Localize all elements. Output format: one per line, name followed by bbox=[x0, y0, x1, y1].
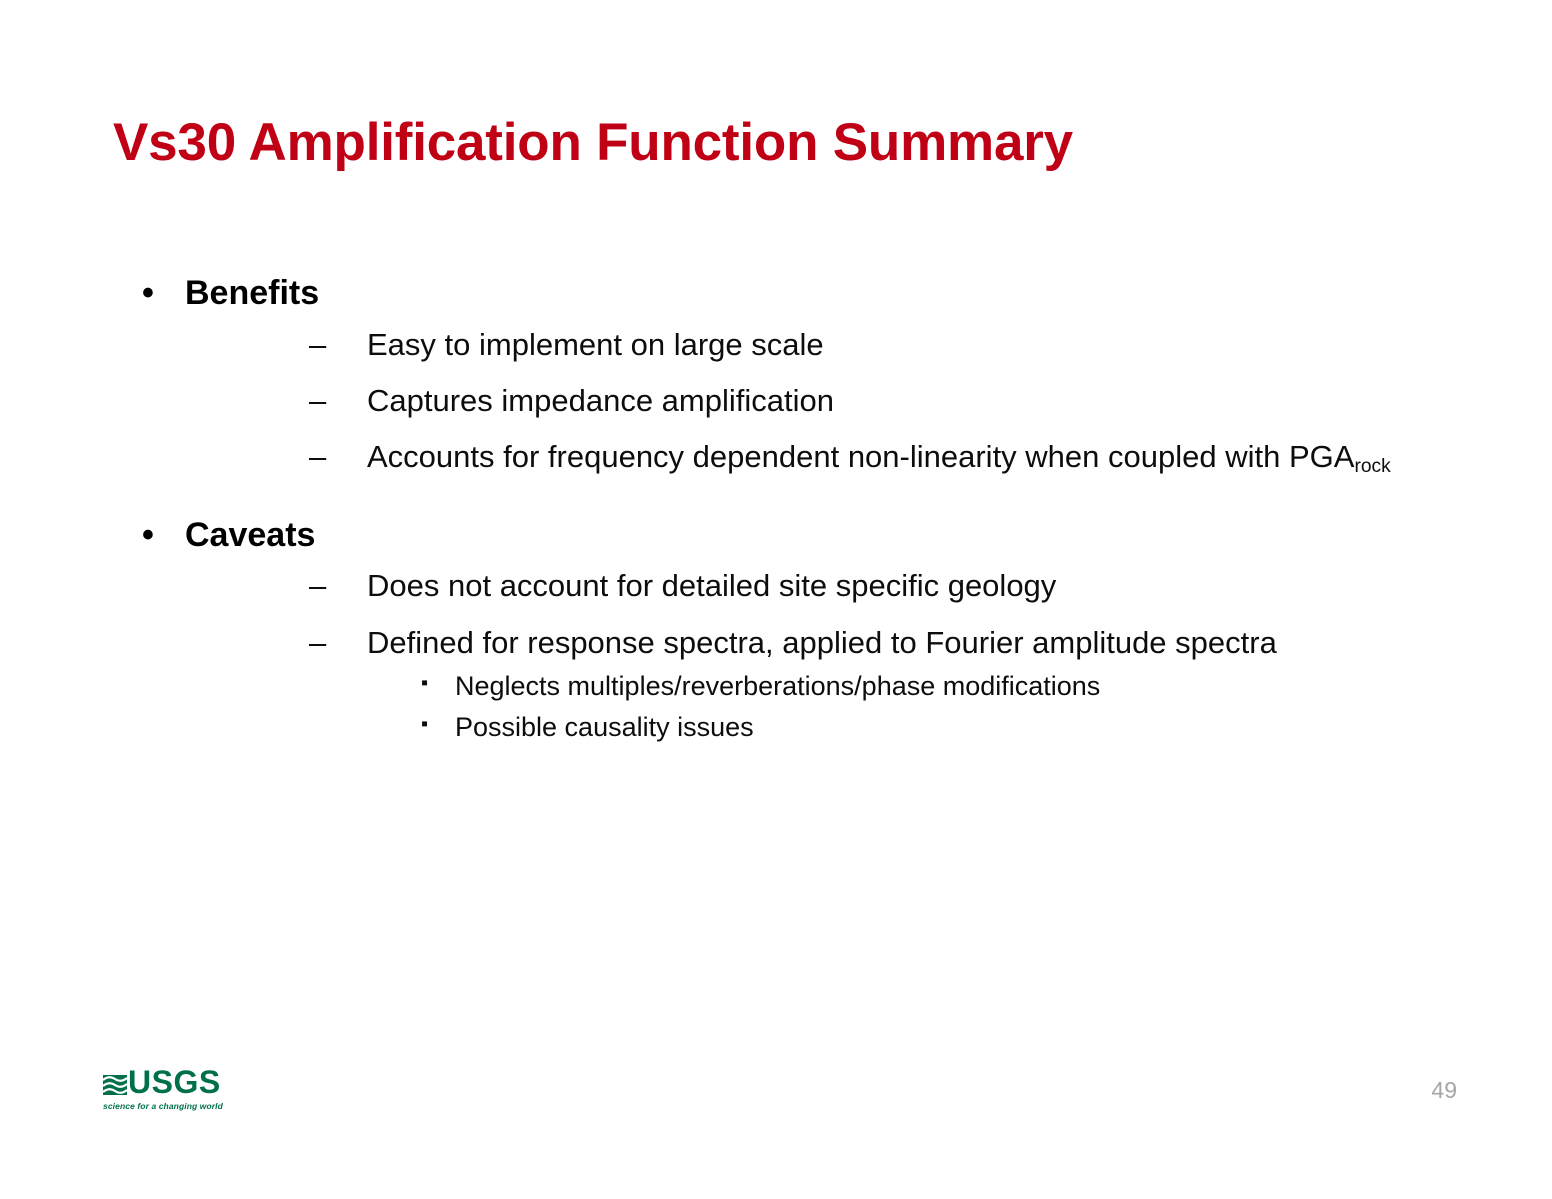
dash-marker: – bbox=[309, 439, 327, 475]
bullet-label: Caveats bbox=[185, 515, 316, 554]
bullet-label: Benefits bbox=[185, 274, 320, 312]
bullet-caveats bbox=[120, 514, 1450, 745]
dash-marker: – bbox=[309, 568, 327, 604]
usgs-tagline: science for a changing world bbox=[103, 1101, 223, 1111]
list-item-label: Possible causality issues bbox=[455, 712, 754, 743]
square-bullet-marker: ▪ bbox=[421, 671, 429, 694]
bullet-list-level2-benefits bbox=[185, 325, 1450, 480]
bullet-list-level3 bbox=[243, 669, 1450, 745]
bullet-list-level1 bbox=[120, 272, 1450, 745]
list-item bbox=[185, 437, 1450, 480]
list-item-label bbox=[367, 437, 1450, 480]
list-item-label: Neglects multiples/reverberations/phase modifications bbox=[455, 670, 1101, 701]
bullet-marker: • bbox=[142, 274, 154, 312]
dash-marker: – bbox=[309, 624, 327, 660]
list-item-label: Easy to implement on large scale bbox=[367, 326, 824, 362]
list-item bbox=[185, 325, 1450, 365]
usgs-wordmark-text: USGS bbox=[128, 1064, 221, 1100]
usgs-logo bbox=[103, 1066, 223, 1112]
list-item-label: Does not account for detailed site specific geology bbox=[367, 568, 1057, 604]
subscript-rock: rock bbox=[1354, 455, 1391, 477]
list-item bbox=[185, 381, 1450, 421]
list-item-text: Accounts for frequency dependent non-linearity when coupled with PGA bbox=[367, 439, 1355, 475]
list-item-label: Defined for response spectra, applied to Fourier amplitude spectra bbox=[367, 624, 1277, 660]
usgs-wordmark-row bbox=[103, 1066, 223, 1098]
list-item bbox=[185, 566, 1450, 606]
usgs-wave-icon bbox=[103, 1069, 127, 1091]
dash-marker: – bbox=[309, 326, 327, 362]
list-item bbox=[185, 623, 1450, 745]
page-number: 49 bbox=[1431, 1077, 1457, 1103]
bullet-marker: • bbox=[142, 515, 154, 554]
list-item bbox=[243, 710, 1450, 745]
list-item-label: Captures impedance amplification bbox=[367, 382, 834, 418]
bullet-list-level2-caveats bbox=[185, 566, 1450, 745]
page-title: Vs30 Amplification Function Summary bbox=[113, 113, 1073, 172]
list-item bbox=[243, 669, 1450, 704]
bullet-benefits bbox=[120, 272, 1450, 480]
slide-body bbox=[120, 272, 1450, 761]
dash-marker: – bbox=[309, 382, 327, 418]
square-bullet-marker: ▪ bbox=[421, 713, 429, 736]
